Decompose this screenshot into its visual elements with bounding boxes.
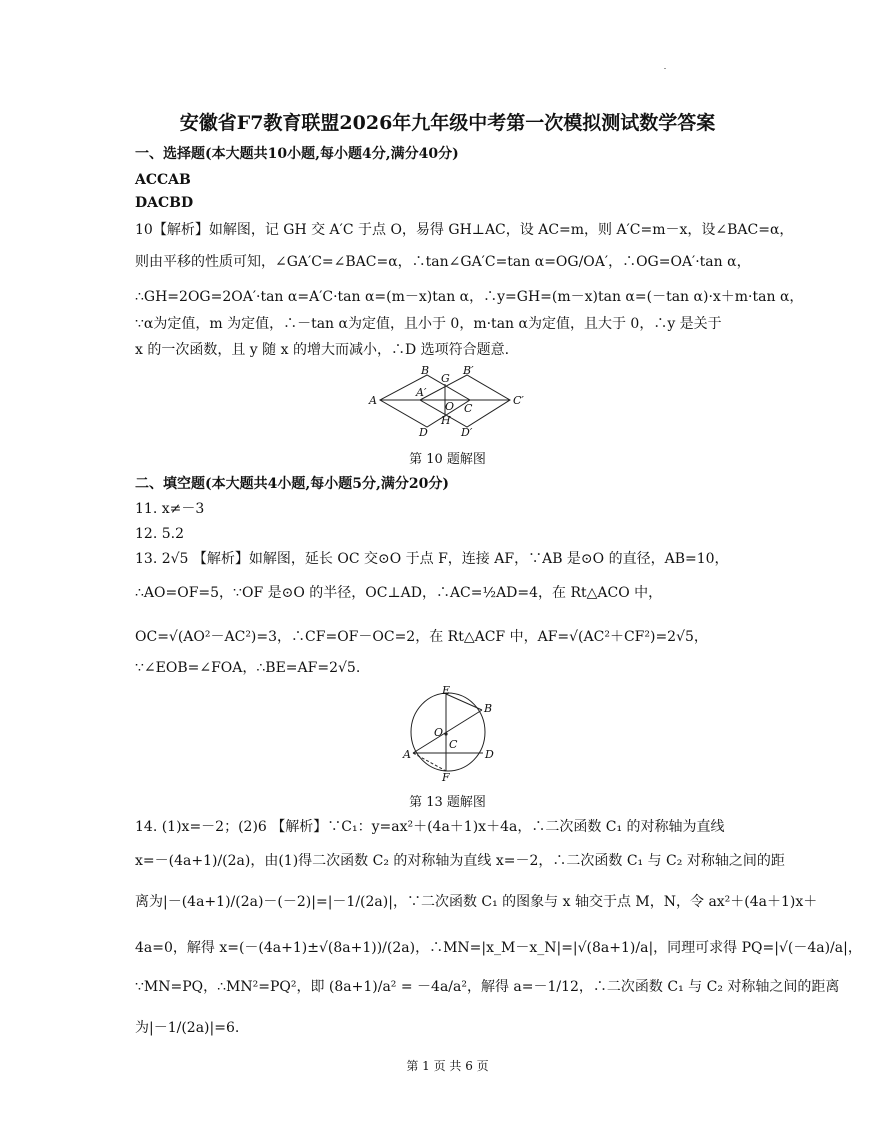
scan-mark (664, 68, 666, 69)
q10-line-5: x 的一次函数，且 y 随 x 的增大而减小，∴D 选项符合题意. (135, 342, 510, 358)
fig13-label-e: E (442, 686, 451, 697)
fig10-label-h: H (441, 414, 451, 427)
fig10-label-b: B (421, 364, 430, 377)
answers-row-2: DACBD (135, 195, 194, 211)
q10-line-2: 则由平移的性质可知，∠GA′C=∠BAC=α，∴tan∠GA′C=tan α=OG/OA′，∴OG=OA′·tan α， (135, 254, 751, 270)
section-fill-heading: 二、填空题(本大题共4小题,每小题5分,满分20分) (135, 476, 449, 492)
section-choice-heading: 一、选择题(本大题共10小题,每小题4分,满分40分) (135, 146, 459, 162)
answers-row-1: ACCAB (135, 172, 191, 188)
q10-line-4: ∵α为定值，m 为定值，∴－tan α为定值，且小于 0，m·tan α为定值，且大于 0，∴y 是关于 (135, 316, 722, 332)
fig13-label-a: A (403, 748, 411, 761)
fig13-circle (411, 693, 485, 771)
q10-line-1: 10【解析】如解图，记 GH 交 A′C 于点 O，易得 GH⊥AC，设 AC=m，则 A′C=m－x，设∠BAC=α， (135, 222, 794, 238)
answer-12: 12. 5.2 (135, 526, 184, 542)
fig10-label-a: A (369, 394, 377, 407)
fig13-segment-ab (413, 710, 482, 753)
q13-line-1: 13. 2√5 【解析】如解图，延长 OC 交⊙O 于点 F，连接 AF，∵AB 是⊙O 的直径，AB=10， (135, 551, 729, 567)
q14-line-3: 离为|－(4a+1)/(2a)－(－2)|=|－1/(2a)|，∵二次函数 C₁ 的图象与 x 轴交于点 M，N，令 ax²＋(4a＋1)x＋ (135, 894, 818, 910)
fig10-rhombus-left (380, 375, 470, 427)
fig13-label-c: C (449, 738, 458, 751)
q13-line-4: ∵∠EOB=∠FOA，∴BE=AF=2√5. (135, 660, 361, 676)
q14-line-6: 为|－1/(2a)|=6. (135, 1020, 240, 1036)
fig13-segment-af (413, 753, 446, 771)
document-title: 安徽省F7教育联盟2026年九年级中考第一次模拟测试数学答案 (179, 112, 716, 134)
q13-line-3: OC=√(AO²－AC²)=3，∴CF=OF－OC=2，在 Rt△ACF 中，AF=√(AC²＋CF²)=2√5， (135, 629, 708, 645)
page-footer: 第 1 页 共 6 页 (406, 1059, 489, 1073)
figure-10 (365, 362, 540, 440)
figure-10-caption: 第 10 题解图 (409, 452, 486, 467)
fig10-label-b-prime: B′ (463, 364, 474, 377)
fig13-center-dot (444, 732, 447, 735)
fig10-rhombus-right (420, 375, 510, 427)
q14-line-2: x=－(4a+1)/(2a)，由(1)得二次函数 C₂ 的对称轴为直线 x=－2，∴二次函数 C₁ 与 C₂ 对称轴之间的距 (135, 853, 785, 869)
fig10-label-a-prime: A′ (416, 386, 427, 399)
fig10-label-c: C (464, 402, 473, 415)
fig13-label-o: O (434, 726, 444, 739)
q14-line-5: ∵MN=PQ，∴MN²=PQ²，即 (8a+1)/a² = －4a/a²，解得 a=－1/12，∴二次函数 C₁ 与 C₂ 对称轴之间的距离 (135, 979, 840, 995)
fig10-label-o: O (445, 400, 455, 413)
fig10-label-d: D (419, 426, 428, 439)
q13-line-2: ∴AO=OF=5，∵OF 是⊙O 的半径，OC⊥AD，∴AC=½AD=4，在 Rt△ACO 中， (135, 585, 663, 601)
fig10-label-c-prime: C′ (513, 394, 524, 407)
q14-line-1: 14. (1)x=－2；(2)6 【解析】∵C₁：y=ax²＋(4a＋1)x＋4a，∴二次函数 C₁ 的对称轴为直线 (135, 819, 725, 835)
q14-line-4: 4a=0，解得 x=(－(4a+1)±√(8a+1))/(2a)，∴MN=|x_M－x_N|=|√(8a+1)/a|，同理可求得 PQ=|√(－4a)/a|， (135, 940, 862, 956)
fig13-label-d: D (485, 748, 494, 761)
answer-11: 11. x≠－3 (135, 501, 205, 517)
figure-13 (400, 686, 500, 781)
figure-13-caption: 第 13 题解图 (409, 795, 486, 810)
fig10-label-g: G (441, 372, 450, 385)
fig13-label-b: B (484, 702, 493, 715)
q10-line-3: ∴GH=2OG=2OA′·tan α=A′C·tan α=(m－x)tan α，∴y=GH=(m－x)tan α=(－tan α)·x＋m·tan α， (135, 289, 804, 305)
fig10-label-d-prime: D′ (461, 426, 473, 439)
fig13-label-f: F (442, 771, 450, 781)
